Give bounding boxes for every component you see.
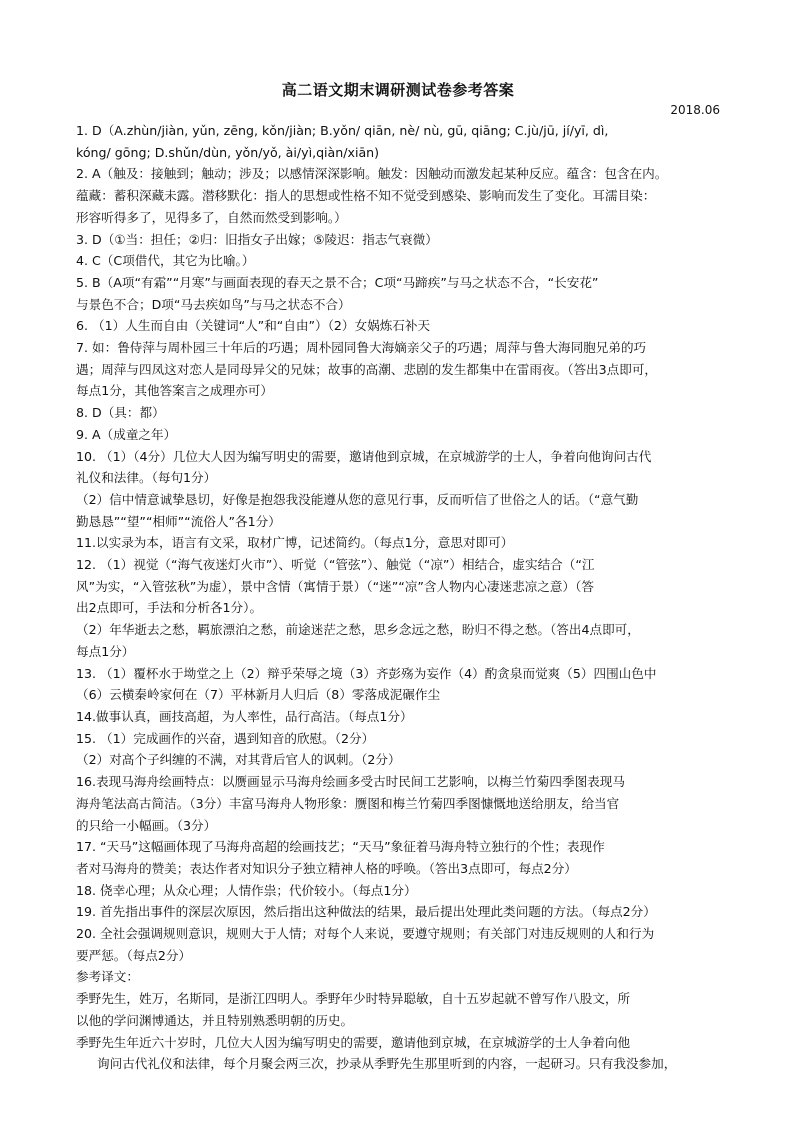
text-line: 形容听得多了，见得多了，自然而然受到影响。） (76, 209, 347, 225)
text-line: 勤恳恳”“望”“相师”“流俗人”各1分） (76, 513, 281, 529)
text-line: 17. “天马”这幅画体现了马海舟高超的绘画技艺；“天马”象征着马海舟特立独行的个性；表现作 (76, 839, 605, 855)
text-line: 5. B（A项“有霜”“月寒”与画面表现的春天之景不合；C项“马蹄疾”与马之状态不合，“长安花” (76, 274, 599, 290)
text-line: 13. （1）覆杯水于坳堂之上（2）辩乎荣辱之境（3）齐彭殇为妄作（4）酌贪泉而觉爽（5）四围山色中 (76, 665, 657, 681)
text-line: 季野先生年近六十岁时，几位大人因为编写明史的需要，邀请他到京城，在京城游学的士人争着向他 (76, 1034, 631, 1050)
text-line: 与景色不合；D项“马去疾如鸟”与马之状态不合） (76, 296, 351, 312)
text-line: 19. 首先指出事件的深层次原因，然后指出这种做法的结果，最后提出处理此类问题的方法。（每点2分） (76, 904, 656, 920)
text-line: 每点1分） (76, 643, 135, 659)
text-line: 海舟笔法高古简洁。（3分）丰富马海舟人物形象：赝图和梅兰竹菊四季图慷慨地送给朋友，给当官 (76, 795, 620, 811)
text-line: 12. （1）视觉（“海气夜迷灯火市”）、听觉（“管弦”）、触觉（“凉”）相结合，虚实结合（“江 (76, 557, 595, 573)
text-line: 季野先生，姓万，名斯同，是浙江四明人。季野年少时特异聪敏，自十五岁起就不曾写作八股文，所 (76, 991, 631, 1007)
text-line: （2）年华逝去之愁，羁旅漂泊之愁，前途迷茫之愁，思乡念远之愁，盼归不得之愁。（答出4点即可， (76, 622, 640, 638)
text-line: 20. 全社会强调规则意识，规则大于人情；对每个人来说，要遵守规则；有关部门对违反规则的人和行为 (76, 926, 655, 942)
text-line: 要严惩。（每点2分） (76, 947, 192, 963)
text-line: 出2点即可，手法和分析各1分）。 (76, 600, 263, 616)
text-line: 11.以实录为本，语言有文采，取材广博，记述简约。（每点1分，意思对即可） (76, 535, 514, 551)
text-line: 3. D（①当：担任；②归：旧指女子出嫁；⑤陵迟：指志气衰微） (76, 231, 438, 247)
text-line: 4. C（C项借代，其它为比喻。） (76, 253, 255, 269)
text-line: 9. A（成童之年） (76, 426, 177, 442)
text-line: 1. D（A.zhùn/jiàn, yǔn, zēng, kǒn/jiàn; B.yǒn/ qiān, nè/ nù, gū, qiāng; C.jù/jū, jí/yī, dì, (76, 123, 609, 138)
text-line: 7. 如：鲁侍萍与周朴园三十年后的巧遇；周朴园同鲁大海嫡亲父子的巧遇；周萍与鲁大海同胞兄弟的巧 (76, 340, 647, 356)
text-line: 的只给一小幅画。（3分） (76, 817, 217, 833)
text-line: 8. D（具：都） (76, 405, 165, 421)
text-line: 礼仪和法律。（每句1分） (76, 470, 217, 486)
text-line: 蕴藏：蓄积深藏未露。潜移默化：指人的思想或性格不知不觉受到感染、影响而发生了变化。耳濡目染： (76, 188, 656, 204)
text-line: 10. （1）（4分）几位大人因为编写明史的需要，邀请他到京城，在京城游学的士人，争着向他询问古代 (76, 448, 652, 464)
document-date: 2018.06 (670, 103, 720, 117)
text-line: （2）对高个子纠缠的不满，对其背后官人的讽刺。（2分） (76, 752, 401, 768)
text-line: 16.表现马海舟绘画特点：以赝画显示马海舟绘画多受古时民间工艺影响，以梅兰竹菊四季图表现马 (76, 774, 625, 790)
text-line: 者对马海舟的赞美；表达作者对知识分子独立精神人格的呼唤。（答出3点即可，每点2分） (76, 860, 577, 876)
text-line: 2. A（触及：接触到；触动；涉及；以感情深深影响。触发：因触动而激发起某种反应。蕴含：包含在内。 (76, 166, 668, 182)
document-title: 高二语文期末调研测试卷参考答案 (281, 81, 515, 99)
text-line: （6）云横秦岭家何在（7）平林新月人归后（8）零落成泥碾作尘 (76, 687, 441, 703)
text-line: 遇；周萍与四凤这对恋人是同母异父的兄妹；故事的高潮、悲剧的发生都集中在雷雨夜。（答出3点即可， (76, 361, 658, 377)
text-line: （2）信中情意诚挚恳切，好像是抱怨我没能遵从您的意见行事，反而听信了世俗之人的话。（“意气勤 (76, 491, 639, 507)
text-line: 15. （1）完成画作的兴奋，遇到知音的欣慰。（2分） (76, 730, 375, 746)
text-line: 参考译文： (76, 969, 139, 985)
text-line: kóng/ gōng; D.shǔn/dùn, yǒn/yǒ, ài/yì,qiàn/xiān) (76, 144, 380, 160)
text-line: 6. （1）人生而自由（关键词“人”和“自由”）（2）女娲炼石补天 (76, 318, 431, 334)
text-line: 以他的学问渊博通达，并且特别熟悉明朝的历史。 (76, 1012, 354, 1028)
answer-body (76, 120, 720, 1075)
text-line: 每点1分，其他答案言之成理亦可） (76, 383, 273, 399)
text-line: 询问古代礼仪和法律，每个月聚会两三次，抄录从季野先生那里听到的内容，一起研习。只有我没参加， (97, 1056, 677, 1072)
text-line: 风”为实，“入管弦秋”为虚），景中含情（寓情于景）（“迷”“凉”含人物内心凄迷悲凉之意）（答 (76, 578, 594, 594)
text-line: 14.做事认真，画技高超，为人率性，品行高洁。（每点1分） (76, 708, 413, 724)
text-line: 18. 侥幸心理；从众心理；人情作祟；代价较小。（每点1分） (76, 882, 417, 898)
